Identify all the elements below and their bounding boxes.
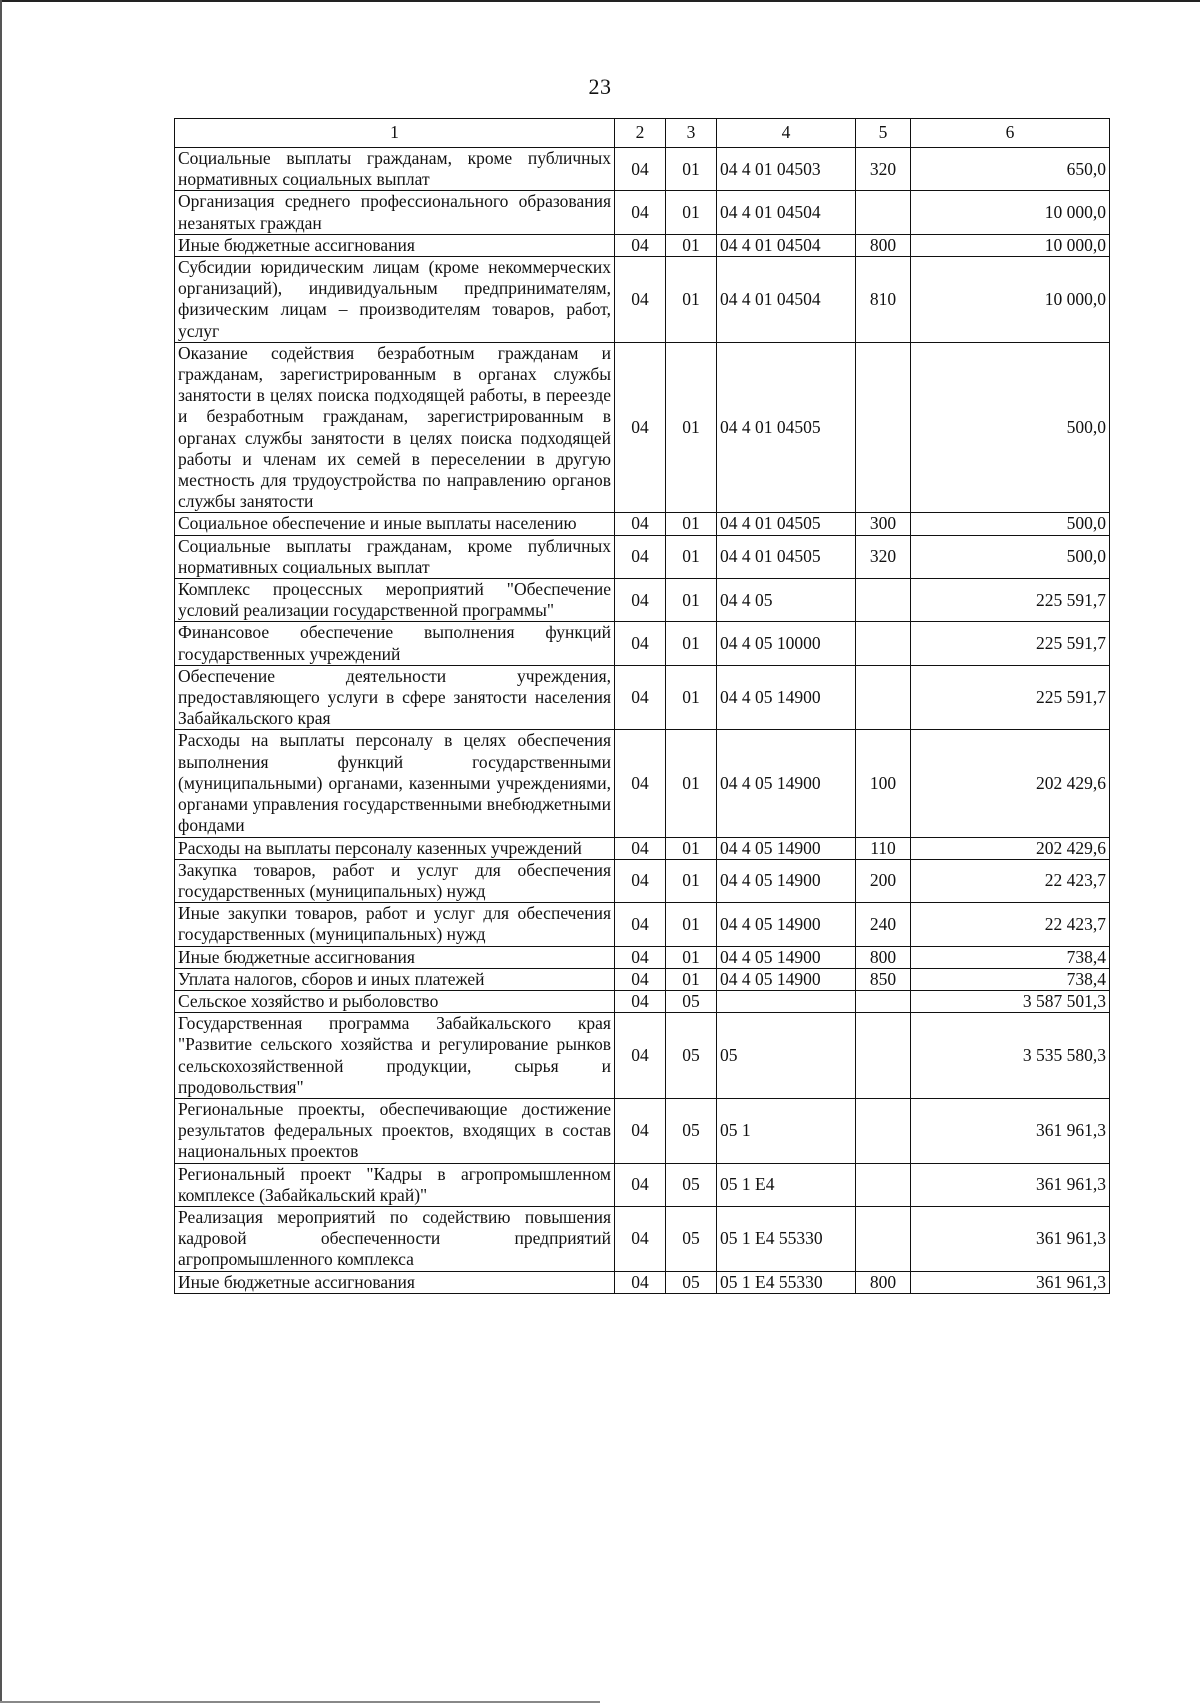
row-amount-cell: 361 961,3 [911,1271,1110,1293]
row-section-cell: 04 [615,946,666,968]
row-target-code-cell: 04 4 01 04504 [717,234,856,256]
row-section-cell: 04 [615,968,666,990]
row-name-cell: Социальные выплаты гражданам, кроме публичных нормативных социальных выплат [175,148,615,191]
row-name-cell: Оказание содействия безработным гражданам и гражданам, зарегистрированным в органах службы занятости в целях поиска подходящей работы, в переезде и безработным гражданам, зарегистрированным в органах службы занятости в целях поиска подходящей работы и членам их семей в переселении в другую местность для трудоустройства по направлению органов службы занятости [175,342,615,513]
row-target-code-cell: 04 4 05 14900 [717,946,856,968]
row-expense-type-cell: 800 [856,1271,911,1293]
row-name-cell: Расходы на выплаты персоналу казенных учреждений [175,837,615,859]
row-expense-type-cell [856,1013,911,1099]
row-subsection-cell: 05 [666,1013,717,1099]
row-amount-cell: 202 429,6 [911,730,1110,837]
row-section-cell: 04 [615,535,666,578]
row-amount-cell: 650,0 [911,148,1110,191]
table-row [175,257,1110,343]
row-section-cell: 04 [615,837,666,859]
row-amount-cell: 10 000,0 [911,234,1110,256]
row-name-cell: Закупка товаров, работ и услуг для обеспечения государственных (муниципальных) нужд [175,859,615,902]
row-target-code-cell: 04 4 05 [717,579,856,622]
row-target-code-cell [717,990,856,1012]
header-cell: 1 [175,119,615,148]
row-target-code-cell: 04 4 05 10000 [717,622,856,665]
row-name-cell: Сельское хозяйство и рыболовство [175,990,615,1012]
row-amount-cell: 361 961,3 [911,1163,1110,1206]
row-subsection-cell: 01 [666,946,717,968]
row-name-cell: Субсидии юридическим лицам (кроме некоммерческих организаций), индивидуальным предпринимателям, физическим лицам – производителям товаров, работ, услуг [175,257,615,343]
row-target-code-cell: 04 4 01 04505 [717,342,856,513]
header-cell: 4 [717,119,856,148]
row-target-code-cell: 04 4 05 14900 [717,903,856,946]
row-amount-cell: 202 429,6 [911,837,1110,859]
row-subsection-cell: 05 [666,990,717,1012]
row-subsection-cell: 01 [666,191,717,234]
row-section-cell: 04 [615,513,666,535]
row-name-cell: Иные бюджетные ассигнования [175,234,615,256]
row-subsection-cell: 01 [666,513,717,535]
row-subsection-cell: 05 [666,1098,717,1163]
header-cell: 6 [911,119,1110,148]
row-amount-cell: 225 591,7 [911,579,1110,622]
row-subsection-cell: 01 [666,903,717,946]
row-subsection-cell: 05 [666,1163,717,1206]
row-subsection-cell: 01 [666,535,717,578]
row-section-cell: 04 [615,665,666,730]
row-target-code-cell: 04 4 01 04505 [717,535,856,578]
row-target-code-cell: 05 1 [717,1098,856,1163]
row-expense-type-cell [856,1098,911,1163]
row-subsection-cell: 05 [666,1271,717,1293]
row-amount-cell: 22 423,7 [911,859,1110,902]
row-section-cell: 04 [615,622,666,665]
budget-table [174,118,1110,1294]
row-name-cell: Комплекс процессных мероприятий "Обеспечение условий реализации государственной программы" [175,579,615,622]
table-row [175,191,1110,234]
table-row [175,1098,1110,1163]
row-section-cell: 04 [615,990,666,1012]
row-subsection-cell: 01 [666,622,717,665]
row-name-cell: Обеспечение деятельности учреждения, предоставляющего услуги в сфере занятости населения Забайкальского края [175,665,615,730]
row-section-cell: 04 [615,859,666,902]
table-header-row [175,119,1110,148]
row-amount-cell: 10 000,0 [911,191,1110,234]
row-expense-type-cell [856,665,911,730]
header-cell: 5 [856,119,911,148]
table-row [175,234,1110,256]
row-name-cell: Организация среднего профессионального образования незанятых граждан [175,191,615,234]
row-section-cell: 04 [615,579,666,622]
row-section-cell: 04 [615,148,666,191]
row-expense-type-cell: 200 [856,859,911,902]
row-expense-type-cell: 110 [856,837,911,859]
row-amount-cell: 500,0 [911,513,1110,535]
row-name-cell: Иные бюджетные ассигнования [175,946,615,968]
row-expense-type-cell [856,579,911,622]
table-row [175,148,1110,191]
row-expense-type-cell [856,990,911,1012]
row-subsection-cell: 01 [666,968,717,990]
row-amount-cell: 361 961,3 [911,1206,1110,1271]
row-section-cell: 04 [615,1163,666,1206]
header-cell: 2 [615,119,666,148]
row-amount-cell: 361 961,3 [911,1098,1110,1163]
row-expense-type-cell: 320 [856,148,911,191]
table-row [175,1163,1110,1206]
row-target-code-cell: 04 4 05 14900 [717,859,856,902]
header-cell: 3 [666,119,717,148]
row-name-cell: Социальное обеспечение и иные выплаты населению [175,513,615,535]
row-subsection-cell: 01 [666,837,717,859]
row-subsection-cell: 01 [666,665,717,730]
row-amount-cell: 22 423,7 [911,903,1110,946]
row-expense-type-cell: 800 [856,946,911,968]
table-row [175,968,1110,990]
row-amount-cell: 225 591,7 [911,622,1110,665]
row-name-cell: Уплата налогов, сборов и иных платежей [175,968,615,990]
row-subsection-cell: 01 [666,730,717,837]
row-section-cell: 04 [615,257,666,343]
row-subsection-cell: 01 [666,859,717,902]
row-section-cell: 04 [615,1098,666,1163]
table-row [175,946,1110,968]
row-expense-type-cell: 810 [856,257,911,343]
row-subsection-cell: 01 [666,257,717,343]
scan-border-top [0,0,1200,2]
table-row [175,579,1110,622]
row-amount-cell: 3 535 580,3 [911,1013,1110,1099]
row-target-code-cell: 04 4 01 04504 [717,257,856,343]
table-row [175,535,1110,578]
row-target-code-cell: 04 4 05 14900 [717,968,856,990]
row-expense-type-cell [856,622,911,665]
row-section-cell: 04 [615,1206,666,1271]
row-expense-type-cell [856,342,911,513]
row-section-cell: 04 [615,1013,666,1099]
page-number: 23 [588,74,612,99]
row-target-code-cell: 04 4 05 14900 [717,730,856,837]
row-name-cell: Региональный проект "Кадры в агропромышленном комплексе (Забайкальский край)" [175,1163,615,1206]
row-section-cell: 04 [615,730,666,837]
row-expense-type-cell: 320 [856,535,911,578]
row-amount-cell: 500,0 [911,342,1110,513]
row-expense-type-cell [856,1206,911,1271]
row-target-code-cell: 05 1 Е4 [717,1163,856,1206]
row-amount-cell: 10 000,0 [911,257,1110,343]
table-row [175,859,1110,902]
row-name-cell: Иные закупки товаров, работ и услуг для обеспечения государственных (муниципальных) нужд [175,903,615,946]
table-row [175,665,1110,730]
table-row [175,903,1110,946]
row-expense-type-cell: 850 [856,968,911,990]
row-target-code-cell: 05 1 Е4 55330 [717,1271,856,1293]
row-target-code-cell: 04 4 01 04503 [717,148,856,191]
table-row [175,730,1110,837]
row-target-code-cell: 04 4 05 14900 [717,837,856,859]
row-amount-cell: 500,0 [911,535,1110,578]
scan-border-left [0,0,2,1703]
table-row [175,513,1110,535]
row-subsection-cell: 01 [666,234,717,256]
table-row [175,622,1110,665]
row-name-cell: Иные бюджетные ассигнования [175,1271,615,1293]
row-target-code-cell: 05 [717,1013,856,1099]
row-name-cell: Расходы на выплаты персоналу в целях обеспечения выполнения функций государственными (муниципальными) органами, казенными учреждениями, органами управления государственными внебюджетными фондами [175,730,615,837]
row-target-code-cell: 04 4 01 04505 [717,513,856,535]
row-section-cell: 04 [615,191,666,234]
row-target-code-cell: 04 4 01 04504 [717,191,856,234]
row-expense-type-cell: 800 [856,234,911,256]
table-row [175,1013,1110,1099]
row-name-cell: Государственная программа Забайкальского края "Развитие сельского хозяйства и регулирование рынков сельскохозяйственной продукции, сырья и продовольствия" [175,1013,615,1099]
row-amount-cell: 738,4 [911,968,1110,990]
row-amount-cell: 3 587 501,3 [911,990,1110,1012]
row-target-code-cell: 04 4 05 14900 [717,665,856,730]
row-target-code-cell: 05 1 Е4 55330 [717,1206,856,1271]
row-section-cell: 04 [615,1271,666,1293]
table-row [175,990,1110,1012]
row-amount-cell: 738,4 [911,946,1110,968]
row-expense-type-cell [856,191,911,234]
row-expense-type-cell: 100 [856,730,911,837]
row-section-cell: 04 [615,234,666,256]
row-name-cell: Реализация мероприятий по содействию повышения кадровой обеспеченности предприятий агропромышленного комплекса [175,1206,615,1271]
row-subsection-cell: 01 [666,579,717,622]
row-expense-type-cell [856,1163,911,1206]
row-name-cell: Региональные проекты, обеспечивающие достижение результатов федеральных проектов, входящих в состав национальных проектов [175,1098,615,1163]
row-subsection-cell: 05 [666,1206,717,1271]
table-row [175,1206,1110,1271]
row-name-cell: Социальные выплаты гражданам, кроме публичных нормативных социальных выплат [175,535,615,578]
row-amount-cell: 225 591,7 [911,665,1110,730]
row-expense-type-cell: 240 [856,903,911,946]
table-row [175,1271,1110,1293]
row-section-cell: 04 [615,903,666,946]
row-subsection-cell: 01 [666,148,717,191]
table-row [175,342,1110,513]
row-subsection-cell: 01 [666,342,717,513]
row-name-cell: Финансовое обеспечение выполнения функций государственных учреждений [175,622,615,665]
table-row [175,837,1110,859]
row-expense-type-cell: 300 [856,513,911,535]
row-section-cell: 04 [615,342,666,513]
